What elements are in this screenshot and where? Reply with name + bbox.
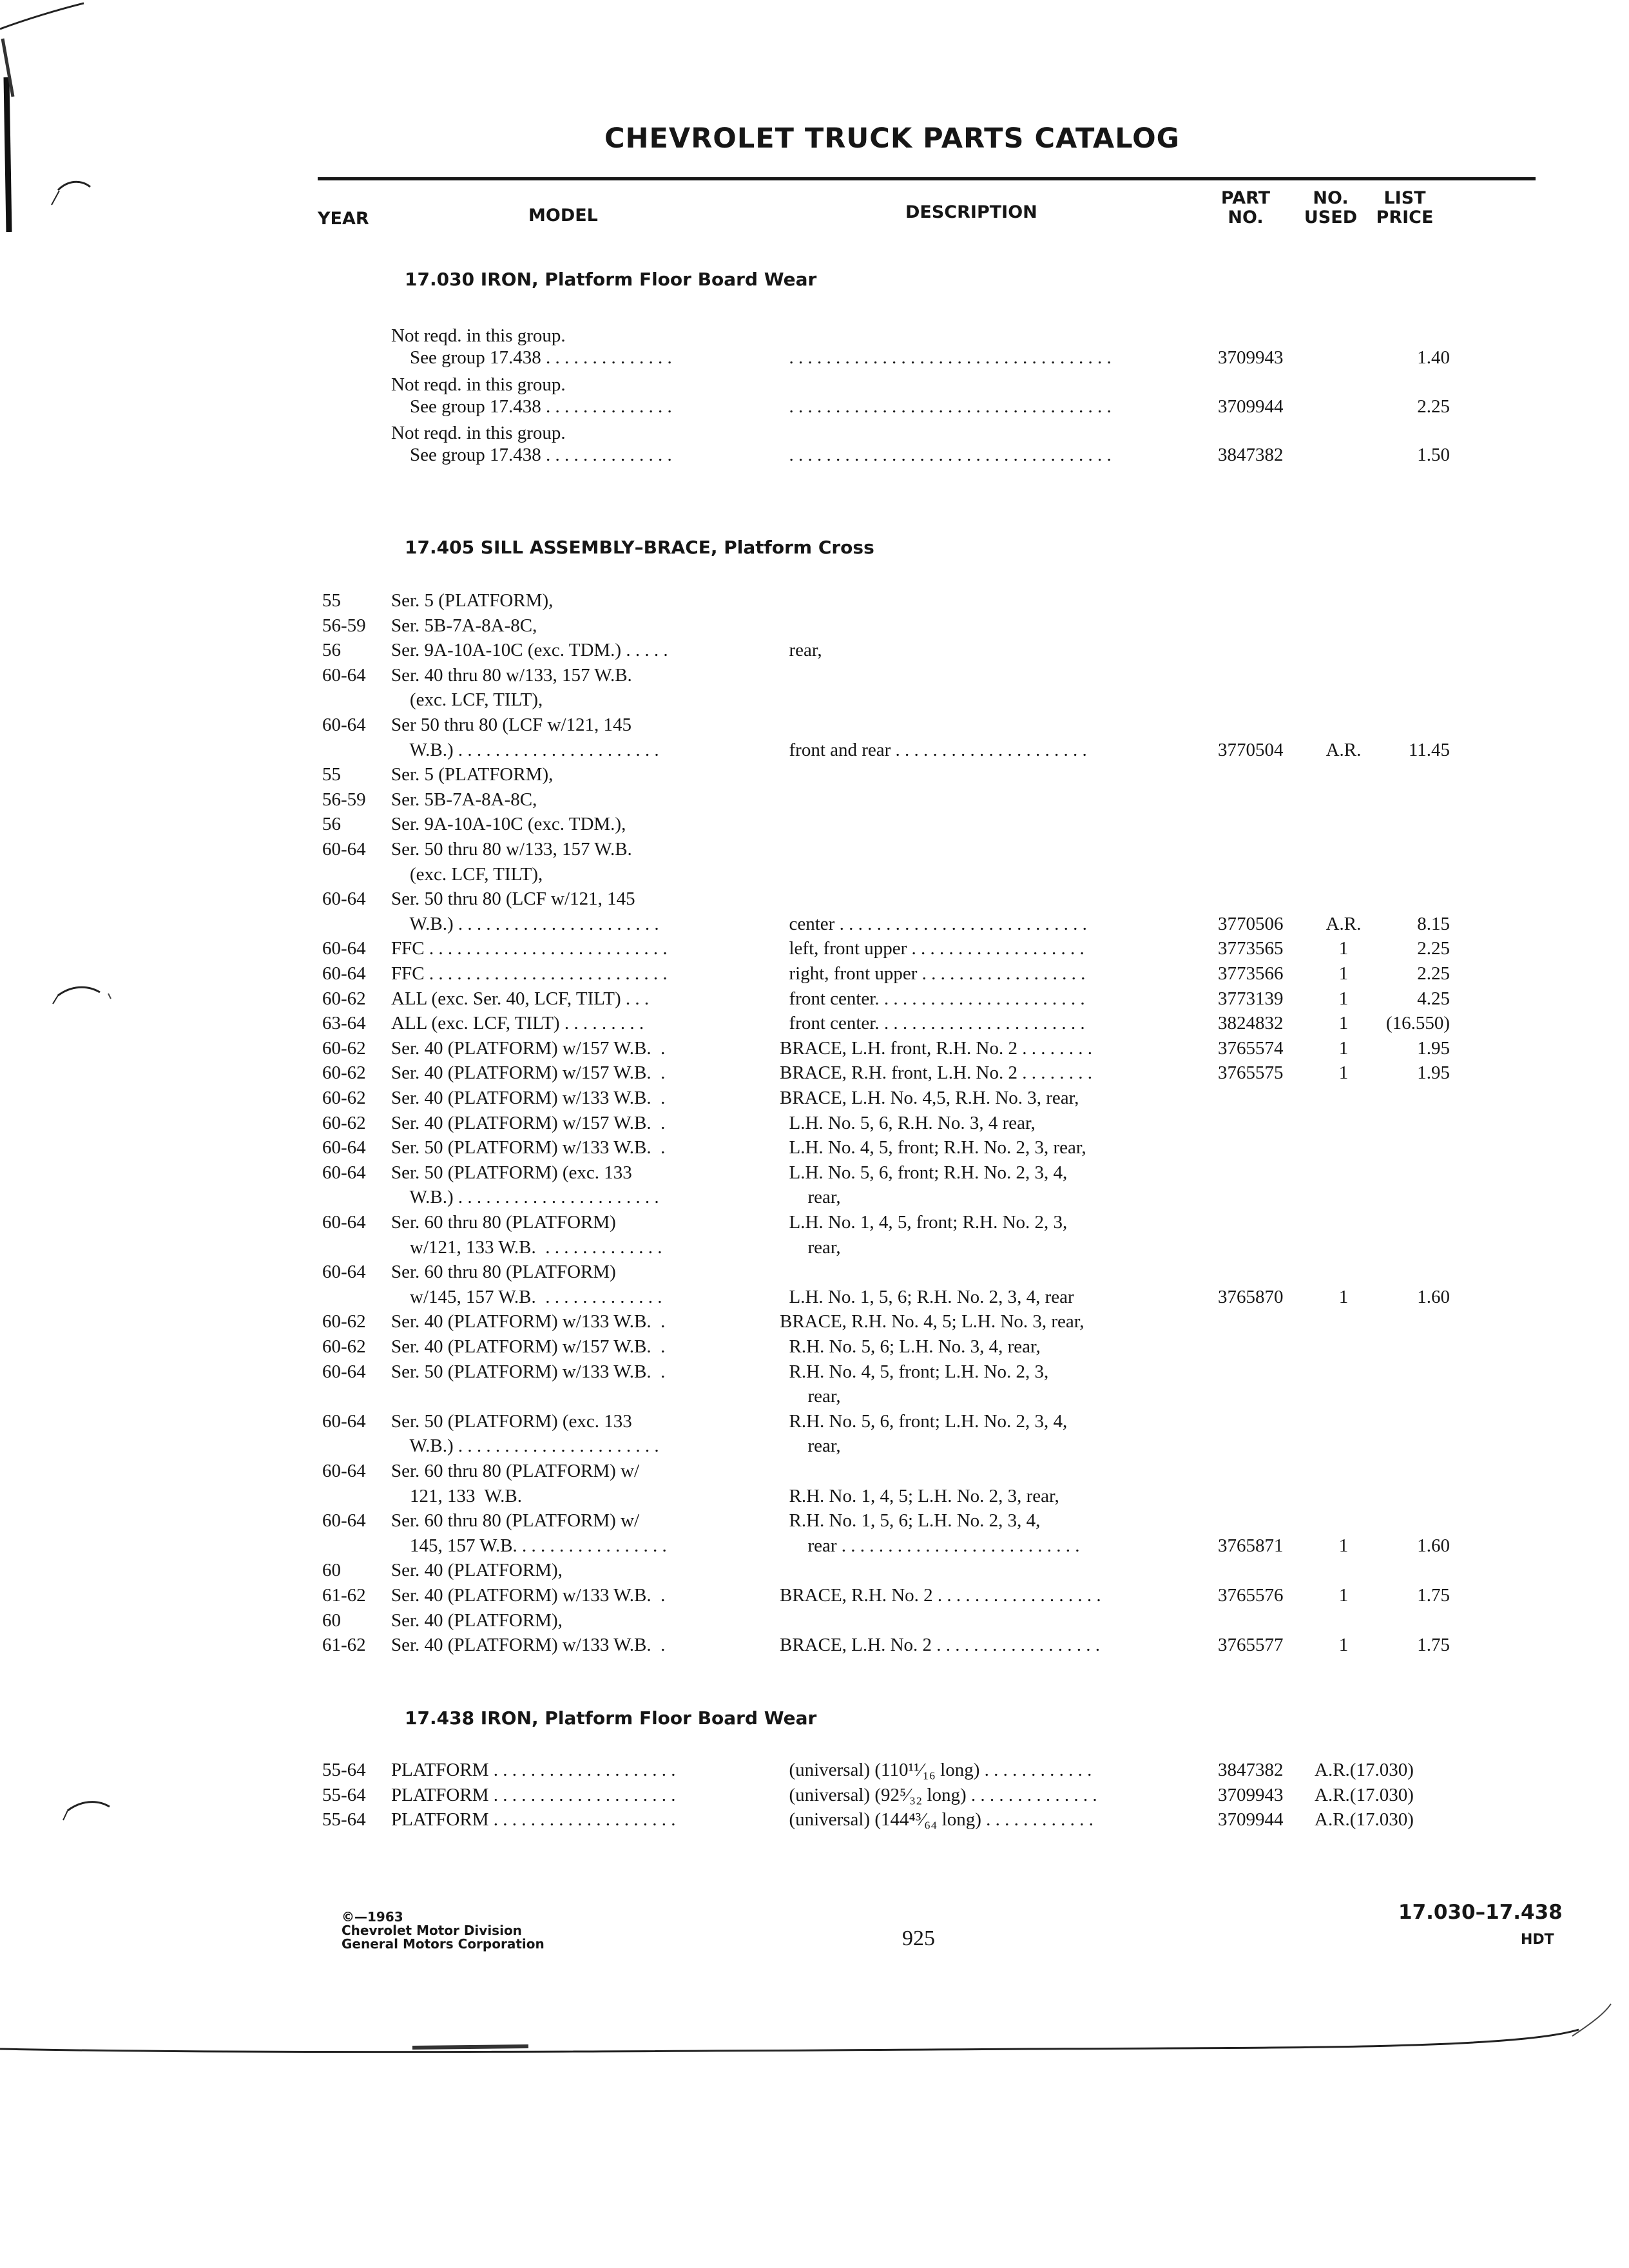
year-cell: 60-64 [322,1212,366,1233]
model-cell: w/121, 133 W.B. . . . . . . . . . . . . . [391,1237,662,1258]
table-row [0,687,1629,712]
description-cell: R.H. No. 4, 5, front; L.H. No. 2, 3, [780,1361,1049,1382]
part-number-cell: 3765575 [1218,1062,1284,1083]
year-cell: 60-62 [322,1311,366,1332]
list-price-cell: 1.60 [1417,1287,1450,1307]
part-number-cell: 3770504 [1218,740,1284,760]
no-used-cell: A.R.(17.030) [1315,1760,1414,1780]
table-row [0,936,1629,961]
list-price-cell: 2.25 [1417,396,1450,417]
table-row [0,1484,1629,1508]
table-row [0,812,1629,836]
model-cell: W.B.) . . . . . . . . . . . . . . . . . . . . . . [391,914,659,934]
description-cell: rear, [780,1436,841,1456]
table-row [0,787,1629,812]
list-price-cell: 1.95 [1417,1038,1450,1059]
description-cell: rear, [780,1187,841,1207]
group-range: 17.030–17.438 [1398,1901,1563,1924]
no-used-cell: A.R.(17.030) [1315,1785,1414,1805]
year-cell: 60-64 [322,1262,366,1282]
model-cell: W.B.) . . . . . . . . . . . . . . . . . . . . . . [391,1187,659,1207]
model-cell: W.B.) . . . . . . . . . . . . . . . . . . . . . . [391,1436,659,1456]
description-cell: L.H. No. 1, 4, 5, front; R.H. No. 2, 3, [780,1212,1068,1233]
column-header-list-price: LIST PRICE [1376,188,1434,227]
part-number-cell: 3773566 [1218,963,1284,984]
table-row [0,1434,1629,1458]
table-row [0,1583,1629,1608]
model-cell: Ser. 40 (PLATFORM) w/157 W.B. . [391,1336,666,1357]
year-cell: 61-62 [322,1635,366,1655]
list-price-cell: 8.15 [1417,914,1450,934]
year-cell: 56 [322,814,341,834]
list-price-cell: 1.75 [1417,1585,1450,1606]
no-used-cell: 1 [1338,938,1349,959]
description-cell: BRACE, L.H. front, R.H. No. 2 . . . . . . . . [780,1038,1092,1059]
table-row [0,613,1629,638]
year-cell: 60-64 [322,1162,366,1183]
description-cell: R.H. No. 1, 4, 5; L.H. No. 2, 3, rear, [780,1486,1059,1506]
year-cell: 55-64 [322,1809,366,1830]
table-row [0,1334,1629,1359]
part-number-cell: 3765871 [1218,1535,1284,1556]
description-cell: L.H. No. 4, 5, front; R.H. No. 2, 3, rear, [780,1137,1086,1158]
list-price-cell: 1.95 [1417,1062,1450,1083]
model-cell: Ser. 5 (PLATFORM), [391,764,554,785]
no-used-cell: 1 [1338,963,1349,984]
table-row [0,738,1629,762]
model-cell: (exc. LCF, TILT), [391,689,543,710]
year-cell: 60-64 [322,1461,366,1481]
list-price-cell: 1.40 [1417,347,1450,368]
list-price-cell: (16.550) [1385,1013,1450,1033]
year-cell: 60-62 [322,1113,366,1133]
part-number-cell: 3847382 [1218,445,1284,465]
model-cell: See group 17.438 . . . . . . . . . . . . . . [391,396,672,417]
model-cell: Ser. 40 thru 80 w/133, 157 W.B. [391,665,632,686]
description-cell: BRACE, R.H. No. 2 . . . . . . . . . . . . . . . . . . [780,1585,1101,1606]
description-cell: R.H. No. 5, 6; L.H. No. 3, 4, rear, [780,1336,1041,1357]
table-row [0,1633,1629,1657]
part-number-cell: 3773565 [1218,938,1284,959]
year-cell: 61-62 [322,1585,366,1606]
table-row [0,394,1629,419]
list-price-cell: 2.25 [1417,938,1450,959]
description-cell: R.H. No. 1, 5, 6; L.H. No. 2, 3, 4, [780,1510,1041,1531]
year-cell: 56-59 [322,789,366,810]
table-row [0,762,1629,787]
column-header-model: MODEL [528,206,598,226]
table-row [0,1459,1629,1483]
table-row [0,345,1629,370]
table-row [0,1235,1629,1260]
table-row [0,663,1629,687]
table-row [0,443,1629,467]
model-cell: Ser. 5 (PLATFORM), [391,590,554,611]
model-cell: w/145, 157 W.B. . . . . . . . . . . . . . [391,1287,662,1307]
copyright-notice: ©—1963 Chevrolet Motor Division General Motors Corporation [342,1909,545,1952]
model-cell: Ser. 50 (PLATFORM) w/133 W.B. . [391,1361,666,1382]
table-row [0,713,1629,737]
description-cell: center . . . . . . . . . . . . . . . . . . . . . . . . . . . [780,914,1087,934]
year-cell: 60 [322,1610,341,1631]
model-cell: Ser. 40 (PLATFORM) w/133 W.B. . [391,1088,666,1108]
year-cell: 60-64 [322,1510,366,1531]
model-cell: Ser. 40 (PLATFORM) w/133 W.B. . [391,1585,666,1606]
no-used-cell: 1 [1338,1038,1349,1059]
description-cell: (universal) (92⁵⁄₃₂ long) . . . . . . . . . . . . . . [780,1785,1097,1805]
catalog-code: HDT [1521,1932,1554,1948]
table-row [0,837,1629,861]
year-cell: 55 [322,590,341,611]
table-row [0,1409,1629,1434]
table-row [0,1309,1629,1334]
no-used-cell: A.R. [1325,740,1362,760]
description-cell: left, front upper . . . . . . . . . . . . . . . . . . . [780,938,1084,959]
model-cell: Ser. 40 (PLATFORM), [391,1610,563,1631]
table-row [0,638,1629,662]
year-cell: 63-64 [322,1013,366,1033]
no-used-cell: 1 [1338,1013,1349,1033]
model-cell: 145, 157 W.B. . . . . . . . . . . . . . . . . [391,1535,667,1556]
page-number: 925 [902,1927,935,1950]
description-cell: rear, [780,640,822,660]
model-cell: Not reqd. in this group. [391,374,566,395]
list-price-cell: 11.45 [1408,740,1450,760]
model-cell: Ser. 50 thru 80 w/133, 157 W.B. [391,839,632,860]
model-cell: Ser. 40 (PLATFORM) w/133 W.B. . [391,1635,666,1655]
table-row [0,1807,1629,1832]
description-cell: front and rear . . . . . . . . . . . . . . . . . . . . . [780,740,1087,760]
model-cell: Not reqd. in this group. [391,325,566,346]
table-row [0,862,1629,887]
no-used-cell: 1 [1338,1585,1349,1606]
table-row [0,1783,1629,1807]
model-cell: Ser 50 thru 80 (LCF w/121, 145 [391,715,631,735]
model-cell: Ser. 40 (PLATFORM) w/133 W.B. . [391,1311,666,1332]
part-number-cell: 3765576 [1218,1585,1284,1606]
table-row [0,1285,1629,1309]
year-cell: 60-64 [322,938,366,959]
table-row [0,372,1629,397]
scan-artifact-top-left [0,0,155,245]
model-cell: PLATFORM . . . . . . . . . . . . . . . . . . . . [391,1785,676,1805]
model-cell: 121, 133 W.B. [391,1486,523,1506]
description-cell: . . . . . . . . . . . . . . . . . . . . . . . . . . . . . . . . . . . [780,396,1112,417]
table-row [0,1210,1629,1235]
page-title: CHEVROLET TRUCK PARTS CATALOG [604,122,1180,155]
model-cell: Ser. 60 thru 80 (PLATFORM) [391,1212,616,1233]
no-used-cell: 1 [1338,988,1349,1009]
part-number-cell: 3709944 [1218,1809,1284,1830]
model-cell: FFC . . . . . . . . . . . . . . . . . . . . . . . . . . [391,963,668,984]
year-cell: 60-64 [322,1411,366,1432]
year-cell: 56 [322,640,341,660]
model-cell: FFC . . . . . . . . . . . . . . . . . . . . . . . . . . [391,938,668,959]
year-cell: 55 [322,764,341,785]
model-cell: Not reqd. in this group. [391,423,566,443]
section-heading: 17.438 IRON, Platform Floor Board Wear [405,1707,817,1729]
table-row [0,1036,1629,1061]
header-rule [318,177,1536,180]
description-cell: front center. . . . . . . . . . . . . . . . . . . . . . . [780,988,1085,1009]
description-cell: BRACE, L.H. No. 2 . . . . . . . . . . . . . . . . . . [780,1635,1101,1655]
model-cell: Ser. 5B-7A-8A-8C, [391,789,537,810]
model-cell: Ser. 50 (PLATFORM) w/133 W.B. . [391,1137,666,1158]
table-row [0,961,1629,986]
year-cell: 60-64 [322,715,366,735]
list-price-cell: 1.60 [1417,1535,1450,1556]
table-row [0,1384,1629,1408]
description-cell: right, front upper . . . . . . . . . . . . . . . . . . [780,963,1086,984]
model-cell: W.B.) . . . . . . . . . . . . . . . . . . . . . . [391,740,659,760]
part-number-cell: 3765870 [1218,1287,1284,1307]
table-row [0,1061,1629,1085]
description-cell: front center. . . . . . . . . . . . . . . . . . . . . . . [780,1013,1085,1033]
table-row [0,1135,1629,1160]
list-price-cell: 1.75 [1417,1635,1450,1655]
part-number-cell: 3824832 [1218,1013,1284,1033]
description-cell: (universal) (144⁴³⁄₆₄ long) . . . . . . . . . . . . [780,1809,1094,1830]
year-cell: 60-64 [322,1137,366,1158]
model-cell: See group 17.438 . . . . . . . . . . . . . . [391,347,672,368]
description-cell: BRACE, L.H. No. 4,5, R.H. No. 3, rear, [780,1088,1079,1108]
table-row [0,421,1629,445]
part-number-cell: 3765574 [1218,1038,1284,1059]
description-cell: rear, [780,1237,841,1258]
table-row [0,1508,1629,1533]
year-cell: 60-62 [322,1038,366,1059]
model-cell: Ser. 50 thru 80 (LCF w/121, 145 [391,889,635,909]
table-row [0,912,1629,936]
description-cell: rear, [780,1386,841,1407]
description-cell: . . . . . . . . . . . . . . . . . . . . . . . . . . . . . . . . . . . [780,347,1112,368]
table-row [0,588,1629,613]
part-number-cell: 3773139 [1218,988,1284,1009]
section-heading: 17.030 IRON, Platform Floor Board Wear [405,269,817,290]
no-used-cell: 1 [1338,1287,1349,1307]
part-number-cell: 3709943 [1218,1785,1284,1805]
table-row [0,1260,1629,1284]
year-cell: 60 [322,1560,341,1581]
model-cell: Ser. 60 thru 80 (PLATFORM) [391,1262,616,1282]
no-used-cell: 1 [1338,1535,1349,1556]
table-row [0,887,1629,911]
table-row [0,1086,1629,1110]
column-header-no-used: NO. USED [1304,188,1358,227]
part-number-cell: 3709943 [1218,347,1284,368]
list-price-cell: 1.50 [1417,445,1450,465]
list-price-cell: 2.25 [1417,963,1450,984]
year-cell: 60-64 [322,889,366,909]
part-number-cell: 3770506 [1218,914,1284,934]
no-used-cell: 1 [1338,1635,1349,1655]
part-number-cell: 3847382 [1218,1760,1284,1780]
year-cell: 60-64 [322,963,366,984]
year-cell: 60-62 [322,1336,366,1357]
table-row [0,1111,1629,1135]
year-cell: 60-62 [322,988,366,1009]
table-row [0,1558,1629,1582]
scan-artifact-bottom-edge [0,1984,1629,2062]
year-cell: 60-62 [322,1062,366,1083]
description-cell: R.H. No. 5, 6, front; L.H. No. 2, 3, 4, [780,1411,1068,1432]
table-row [0,1758,1629,1782]
table-row [0,1360,1629,1384]
model-cell: Ser. 5B-7A-8A-8C, [391,615,537,636]
description-cell: (universal) (110¹¹⁄₁₆ long) . . . . . . . . . . . . [780,1760,1092,1780]
table-row [0,1160,1629,1185]
model-cell: See group 17.438 . . . . . . . . . . . . . . [391,445,672,465]
model-cell: Ser. 50 (PLATFORM) (exc. 133 [391,1411,632,1432]
model-cell: Ser. 40 (PLATFORM) w/157 W.B. . [391,1038,666,1059]
column-header-year: YEAR [318,209,369,229]
table-row [0,323,1629,348]
no-used-cell: 1 [1338,1062,1349,1083]
year-cell: 60-64 [322,839,366,860]
year-cell: 56-59 [322,615,366,636]
model-cell: PLATFORM . . . . . . . . . . . . . . . . . . . . [391,1760,676,1780]
description-cell: BRACE, R.H. front, L.H. No. 2 . . . . . . . . [780,1062,1092,1083]
model-cell: Ser. 60 thru 80 (PLATFORM) w/ [391,1510,640,1531]
model-cell: Ser. 9A-10A-10C (exc. TDM.), [391,814,626,834]
table-row [0,1185,1629,1209]
description-cell: L.H. No. 5, 6, front; R.H. No. 2, 3, 4, [780,1162,1068,1183]
description-cell: L.H. No. 1, 5, 6; R.H. No. 2, 3, 4, rear [780,1287,1074,1307]
model-cell: PLATFORM . . . . . . . . . . . . . . . . . . . . [391,1809,676,1830]
description-cell: . . . . . . . . . . . . . . . . . . . . . . . . . . . . . . . . . . . [780,445,1112,465]
table-row [0,986,1629,1011]
table-row [0,1011,1629,1035]
model-cell: (exc. LCF, TILT), [391,864,543,885]
model-cell: Ser. 9A-10A-10C (exc. TDM.) . . . . . [391,640,668,660]
table-row [0,1533,1629,1558]
model-cell: Ser. 50 (PLATFORM) (exc. 133 [391,1162,632,1183]
year-cell: 55-64 [322,1760,366,1780]
column-header-part-no: PART NO. [1220,188,1271,227]
model-cell: Ser. 40 (PLATFORM), [391,1560,563,1581]
model-cell: Ser. 40 (PLATFORM) w/157 W.B. . [391,1113,666,1133]
part-number-cell: 3709944 [1218,396,1284,417]
no-used-cell: A.R.(17.030) [1315,1809,1414,1830]
description-cell: L.H. No. 5, 6, R.H. No. 3, 4 rear, [780,1113,1036,1133]
model-cell: Ser. 60 thru 80 (PLATFORM) w/ [391,1461,640,1481]
description-cell: rear . . . . . . . . . . . . . . . . . . . . . . . . . . [780,1535,1080,1556]
section-heading: 17.405 SILL ASSEMBLY–BRACE, Platform Cross [405,537,874,558]
part-number-cell: 3765577 [1218,1635,1284,1655]
no-used-cell: A.R. [1325,914,1362,934]
table-row [0,1608,1629,1633]
year-cell: 60-62 [322,1088,366,1108]
year-cell: 60-64 [322,665,366,686]
column-header-description: DESCRIPTION [905,202,1037,222]
list-price-cell: 4.25 [1417,988,1450,1009]
model-cell: Ser. 40 (PLATFORM) w/157 W.B. . [391,1062,666,1083]
description-cell: BRACE, R.H. No. 4, 5; L.H. No. 3, rear, [780,1311,1084,1332]
year-cell: 55-64 [322,1785,366,1805]
model-cell: ALL (exc. Ser. 40, LCF, TILT) . . . [391,988,650,1009]
year-cell: 60-64 [322,1361,366,1382]
model-cell: ALL (exc. LCF, TILT) . . . . . . . . . [391,1013,644,1033]
